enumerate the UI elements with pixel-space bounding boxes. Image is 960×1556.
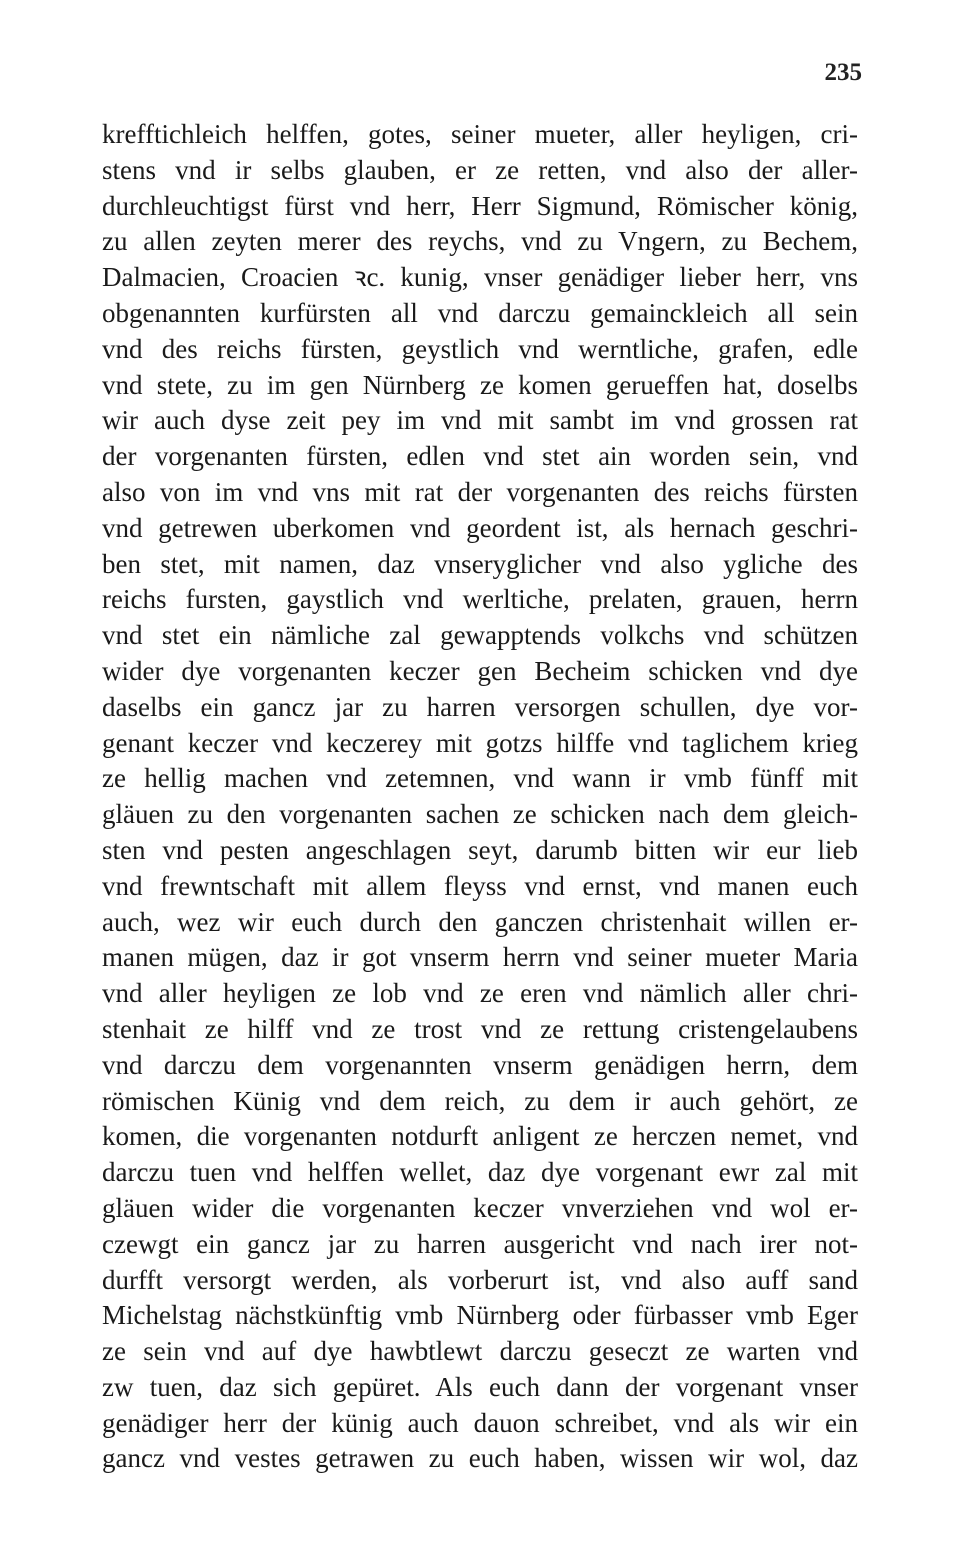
text-line: vnd stet ein nämliche zal gewapptends volkchs vnd schützen	[102, 620, 858, 651]
text-line: vnd getrewen uberkomen vnd geordent ist, als hernach geschri-	[102, 512, 858, 543]
text-line: vnd darczu dem vorgenannten vnserm genädigen herrn, dem	[102, 1049, 858, 1080]
text-line: gancz vnd vestes getrawen zu euch haben, wissen wir wol, daz	[102, 1443, 858, 1474]
text-line: vnd frewntschaft mit allem fleyss vnd ernst, vnd manen euch	[102, 870, 858, 901]
text-line: also von im vnd vns mit rat der vorgenanten des reichs fürsten	[102, 476, 858, 507]
text-line: komen, die vorgenanten notdurft anligent ze herczen nemet, vnd	[102, 1121, 858, 1152]
text-line: daselbs ein gancz jar zu harren versorgen schullen, dye vor-	[102, 691, 858, 722]
text-line: czewgt ein gancz jar zu harren ausgericht vnd nach irer not-	[102, 1228, 858, 1259]
text-line: zu allen zeyten merer des reychs, vnd zu Vngern, zu Bechem,	[102, 226, 858, 257]
text-line: zw tuen, daz sich gepüret. Als euch dann der vorgenant vnser	[102, 1371, 858, 1402]
text-line: stens vnd ir selbs glauben, er ze retten, vnd also der aller-	[102, 154, 858, 185]
text-line: wider dye vorgenanten keczer gen Becheim schicken vnd dye	[102, 655, 858, 686]
text-line: darczu tuen vnd helffen wellet, daz dye vorgenant ewr zal mit	[102, 1157, 858, 1188]
text-line: obgenannten kurfürsten all vnd darczu gemainckleich all sein	[102, 297, 858, 328]
text-line: genant keczer vnd keczerey mit gotzs hilffe vnd taglichem krieg	[102, 727, 858, 758]
text-line: Dalmacien, Croacien ꝛc. kunig, vnser genädiger lieber herr, vns	[102, 262, 858, 293]
text-line: vnd aller heyligen ze lob vnd ze eren vnd nämlich aller chri-	[102, 978, 858, 1009]
text-line: manen mügen, daz ir got vnserm herrn vnd seiner mueter Maria	[102, 942, 858, 973]
text-line: durchleuchtigst fürst vnd herr, Herr Sigmund, Römischer könig,	[102, 190, 858, 221]
text-line: Michelstag nächstkünftig vmb Nürnberg oder fürbasser vmb Eger	[102, 1300, 858, 1331]
text-line: auch, wez wir euch durch den ganczen christenhait willen er-	[102, 906, 858, 937]
text-line: krefftichleich helffen, gotes, seiner mueter, aller heyligen, cri-	[102, 119, 858, 149]
text-line: durfft versorgt werden, als vorberurt ist, vnd also auff sand	[102, 1264, 858, 1295]
text-line: reichs fursten, gaystlich vnd werltiche, prelaten, grauen, herrn	[102, 584, 858, 615]
text-line: römischen Künig vnd dem reich, zu dem ir auch gehört, ze	[102, 1085, 858, 1116]
text-line: vnd des reichs fürsten, geystlich vnd werntliche, grafen, edle	[102, 333, 858, 364]
text-line: genädiger herr der künig auch dauon schreibet, vnd als wir ein	[102, 1407, 858, 1438]
text-line: der vorgenanten fürsten, edlen vnd stet ain worden sein, vnd	[102, 441, 858, 472]
text-line: stenhait ze hilff vnd ze trost vnd ze rettung cristengelaubens	[102, 1013, 858, 1044]
text-line: ze sein vnd auf dye hawbtlewt darczu geseczt ze warten vnd	[102, 1336, 858, 1367]
body-text	[102, 117, 858, 1477]
text-line: sten vnd pesten angeschlagen seyt, darumb bitten wir eur lieb	[102, 834, 858, 865]
text-line: gläuen zu den vorgenanten sachen ze schicken nach dem gleich-	[102, 799, 858, 830]
text-line: ben stet, mit namen, daz vnseryglicher vnd also ygliche des	[102, 548, 858, 579]
page-number: 235	[824, 59, 862, 86]
text-line: ze hellig machen vnd zetemnen, vnd wann ir vmb fünff mit	[102, 763, 858, 794]
text-line: gläuen wider die vorgenanten keczer vnverziehen vnd wol er-	[102, 1192, 858, 1223]
text-line: vnd stete, zu im gen Nürnberg ze komen gerueffen hat, doselbs	[102, 369, 858, 400]
text-line: wir auch dyse zeit pey im vnd mit sambt im vnd grossen rat	[102, 405, 858, 436]
